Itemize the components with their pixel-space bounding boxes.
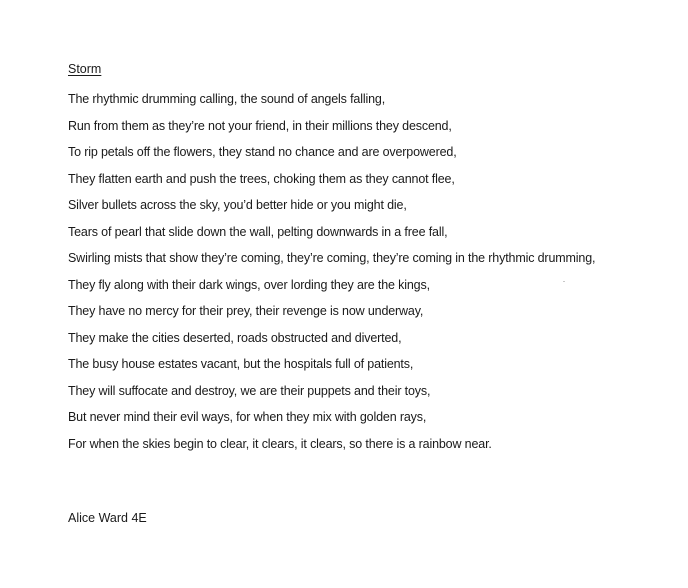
poem-author: Alice Ward 4E — [68, 511, 147, 525]
poem-line: For when the skies begin to clear, it clears, it clears, so there is a rainbow near. — [68, 436, 492, 451]
poem-line: Swirling mists that show they’re coming, they’re coming, they’re coming in the rhythmic drumming, — [68, 251, 596, 265]
poem-line: To rip petals off the flowers, they stand no chance and are overpowered, — [68, 145, 457, 159]
poem-line: They make the cities deserted, roads obstructed and diverted, — [68, 330, 402, 345]
poem-line: They will suffocate and destroy, we are their puppets and their toys, — [68, 383, 431, 398]
poem-line: They fly along with their dark wings, over lording they are the kings, — [68, 277, 430, 292]
poem-line: But never mind their evil ways, for when they mix with golden rays, — [68, 410, 427, 424]
poem-lines — [68, 92, 595, 463]
poem-line: Silver bullets across the sky, you’d better hide or you might die, — [68, 198, 407, 212]
poem-line: They have no mercy for their prey, their revenge is now underway, — [68, 304, 424, 318]
poem-title: Storm — [68, 62, 102, 76]
scan-speck — [563, 281, 565, 282]
poem-line: Tears of pearl that slide down the wall, pelting downwards in a free fall, — [68, 224, 448, 239]
poem-line: The rhythmic drumming calling, the sound of angels falling, — [68, 92, 386, 106]
poem-line: Run from them as they’re not your friend, in their millions they descend, — [68, 118, 452, 133]
poem-line: The busy house estates vacant, but the hospitals full of patients, — [68, 357, 414, 371]
poem-line: They flatten earth and push the trees, choking them as they cannot flee, — [68, 171, 455, 186]
